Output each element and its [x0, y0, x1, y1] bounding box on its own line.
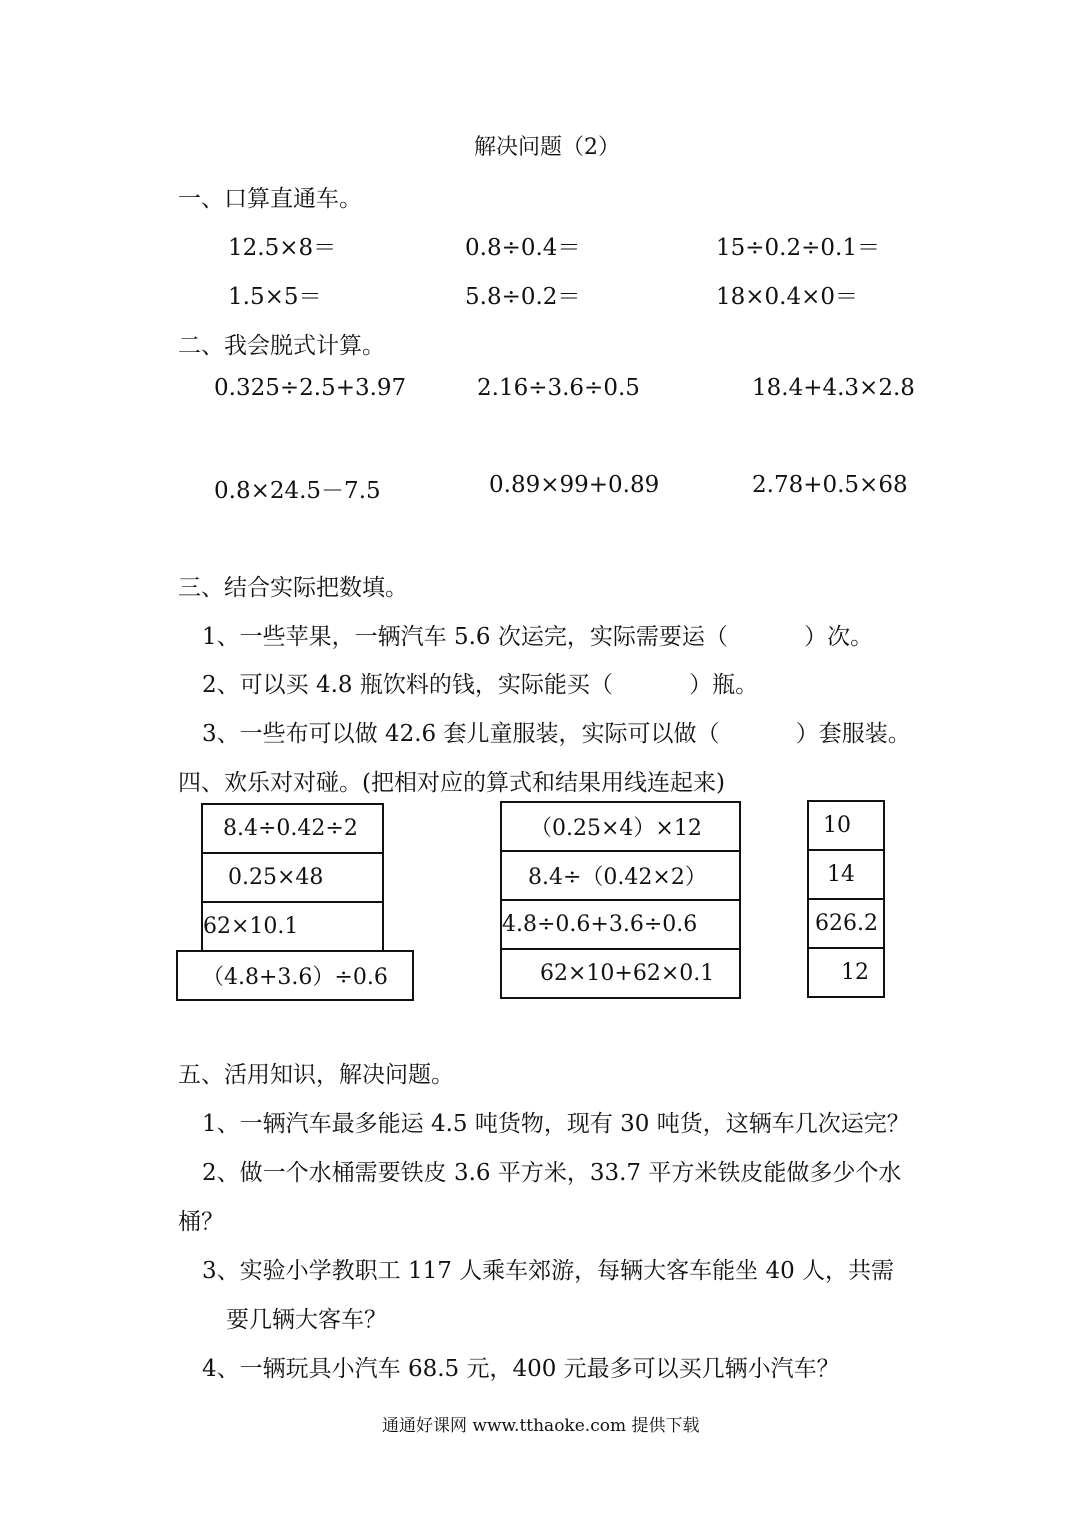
word-problem: 4、一辆玩具小汽车 68.5 元，400 元最多可以买几辆小汽车？ — [202, 1356, 840, 1382]
fill-question: 2、可以买 4.8 瓶饮料的钱，实际能买（ ）瓶。 — [202, 672, 759, 698]
match-expression-box[interactable] — [500, 948, 741, 999]
match-result-box[interactable] — [807, 800, 885, 851]
section-5-heading: 五、活用知识，解决问题。 — [178, 1062, 454, 1088]
mental-math-item: 5.8÷0.2＝ — [465, 284, 581, 310]
match-expression-label: （4.8+3.6）÷0.6 — [202, 965, 388, 990]
match-result-label: 14 — [827, 862, 855, 887]
mental-math-item: 12.5×8＝ — [228, 235, 337, 261]
match-expression-label: 0.25×48 — [228, 865, 324, 890]
match-result-label: 10 — [823, 813, 851, 838]
match-expression-box[interactable] — [500, 899, 741, 950]
mental-math-item: 15÷0.2÷0.1＝ — [716, 235, 880, 261]
match-expression-box[interactable] — [201, 803, 384, 854]
mental-math-item: 1.5×5＝ — [228, 284, 322, 310]
match-expression-box[interactable] — [500, 801, 741, 852]
match-expression-box[interactable] — [176, 950, 414, 1001]
section-2-heading: 二、我会脱式计算。 — [178, 333, 385, 359]
section-3-heading: 三、结合实际把数填。 — [178, 575, 408, 601]
calc-item: 0.325÷2.5+3.97 — [214, 375, 407, 401]
match-result-label: 626.2 — [815, 911, 878, 936]
match-expression-box[interactable] — [201, 852, 384, 903]
calc-item: 0.8×24.5－7.5 — [214, 478, 381, 504]
match-result-label: 12 — [841, 960, 869, 985]
match-expression-label: 8.4÷0.42÷2 — [223, 816, 358, 841]
word-problem: 1、一辆汽车最多能运 4.5 吨货物，现有 30 吨货，这辆车几次运完？ — [202, 1111, 910, 1137]
match-result-box[interactable] — [807, 849, 885, 900]
match-expression-label: 62×10.1 — [203, 914, 299, 939]
word-problem-continued: 桶？ — [178, 1209, 224, 1235]
word-problem: 3、实验小学教职工 117 人乘车郊游，每辆大客车能坐 40 人，共需 — [202, 1258, 895, 1284]
page-title: 解决问题（2） — [474, 135, 620, 160]
match-result-box[interactable] — [807, 898, 885, 949]
match-expression-label: 4.8÷0.6+3.6÷0.6 — [502, 912, 698, 937]
match-expression-box[interactable] — [201, 901, 384, 952]
match-result-box[interactable] — [807, 947, 885, 998]
match-expression-label: （0.25×4）×12 — [530, 816, 702, 841]
calc-item: 18.4+4.3×2.8 — [752, 375, 915, 401]
footer-credit: 通通好课网 www.tthaoke.com 提供下载 — [382, 1416, 700, 1436]
match-expression-label: 62×10+62×0.1 — [540, 961, 715, 986]
match-expression-box[interactable] — [500, 850, 741, 901]
calc-item: 0.89×99+0.89 — [489, 472, 660, 498]
mental-math-item: 18×0.4×0＝ — [716, 284, 859, 310]
match-expression-label: 8.4÷（0.42×2） — [528, 865, 707, 890]
calc-item: 2.78+0.5×68 — [752, 472, 908, 498]
section-4-heading: 四、欢乐对对碰。(把相对应的算式和结果用线连起来) — [178, 770, 725, 796]
word-problem: 2、做一个水桶需要铁皮 3.6 平方米，33.7 平方米铁皮能做多少个水 — [202, 1160, 902, 1186]
fill-question: 1、一些苹果，一辆汽车 5.6 次运完，实际需要运（ ）次。 — [202, 624, 874, 650]
section-1-heading: 一、口算直通车。 — [178, 186, 362, 212]
mental-math-item: 0.8÷0.4＝ — [465, 235, 581, 261]
calc-item: 2.16÷3.6÷0.5 — [477, 375, 640, 401]
fill-question: 3、一些布可以做 42.6 套儿童服装，实际可以做（ ）套服装。 — [202, 721, 911, 747]
word-problem-continued: 要几辆大客车？ — [226, 1307, 387, 1333]
